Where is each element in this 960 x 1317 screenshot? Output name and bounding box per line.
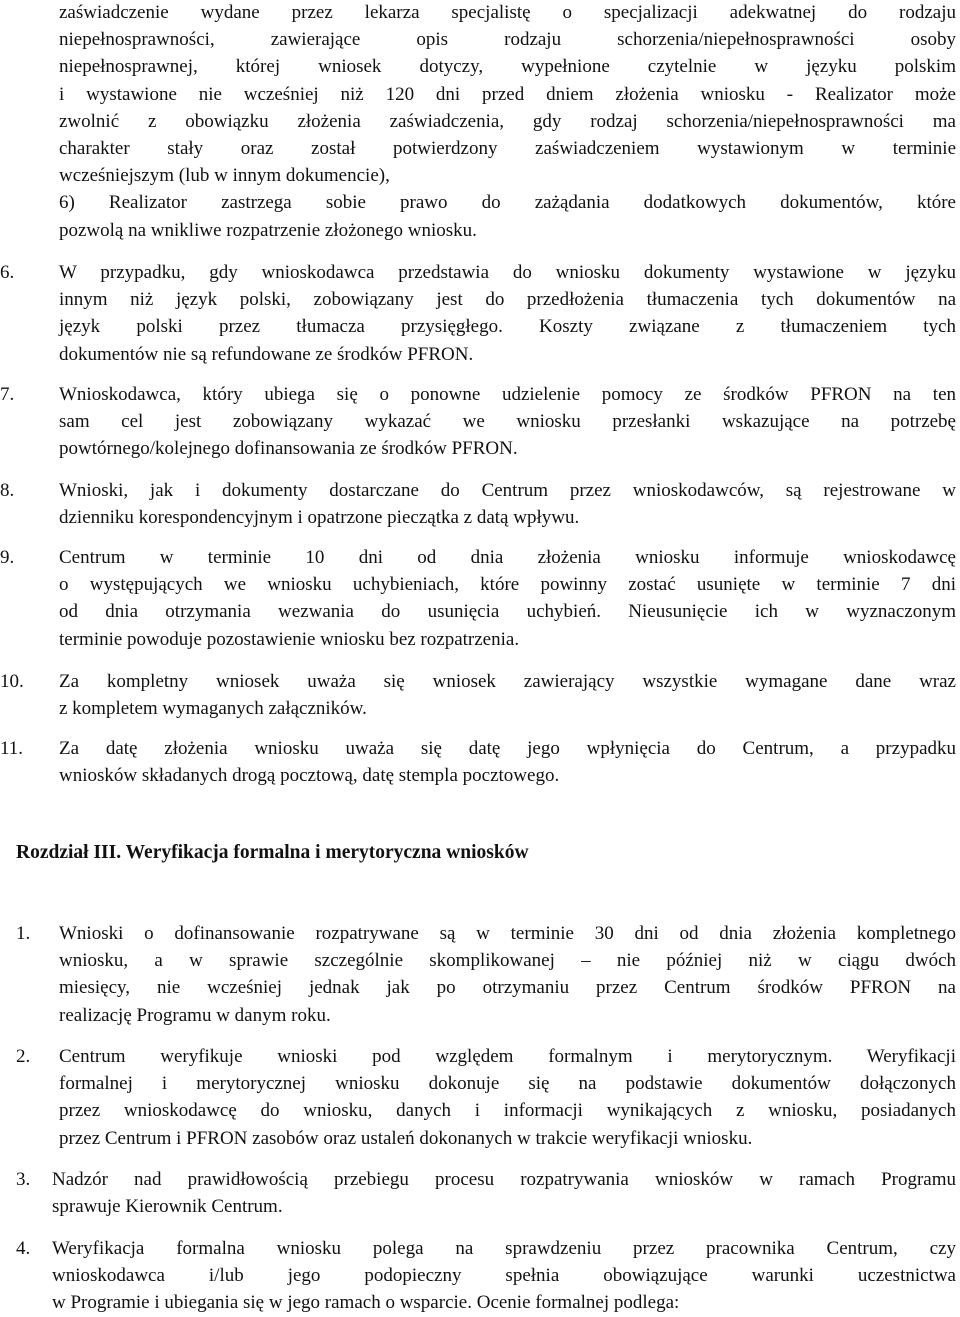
text-line: W przypadku, gdy wnioskodawca przedstawia do wniosku dokumenty wystawione w języku: [59, 262, 956, 283]
item-text: [59, 735, 956, 789]
text-line: powtórnego/kolejnego dofinansowania ze środków PFRON.: [59, 438, 518, 460]
text-line: formalnej i merytorycznej wniosku dokonuje się na podstawie dokumentów dołączonych: [59, 1073, 956, 1095]
text-line: Wnioski o dofinansowanie rozpatrywane są w terminie 30 dni od dnia złożenia kompletnego: [59, 923, 956, 944]
text-line: wniosku, a w sprawie szczególnie skomplikowanej – nie później niż w ciągu dwóch: [59, 950, 956, 972]
text-line: zwolnić z obowiązku złożenia zaświadczenia, gdy rodzaj schorzenia/niepełnosprawności ma: [59, 110, 956, 132]
item-number: 1.: [16, 923, 31, 944]
item-text: [59, 668, 956, 722]
item-text: [59, 1043, 956, 1152]
text-line: Weryfikacja formalna wniosku polega na sprawdzeniu przez pracownika Centrum, czy: [52, 1238, 956, 1259]
text-line: Centrum w terminie 10 dni od dnia złożenia wniosku informuje wnioskodawcę: [59, 547, 956, 568]
continuation-paragraph: [59, 0, 956, 244]
text-line: pozwolą na wnikliwe rozpatrzenie złożonego wniosku.: [59, 219, 477, 241]
text-line: wnioskodawca i/lub jego podopieczny spełnia obowiązujące warunki uczestnictwa: [52, 1265, 956, 1287]
item-number: 2.: [16, 1046, 31, 1067]
item-text: [59, 259, 956, 368]
text-line: zaświadczenie wydane przez lekarza specjalistę o specjalizacji adekwatnej do rodzaju: [59, 2, 956, 23]
text-line: realizację Programu w danym roku.: [59, 1004, 331, 1026]
text-line: Wnioskodawca, który ubiega się o ponowne udzielenie pomocy ze środków PFRON na ten: [59, 384, 956, 405]
text-line: i wystawione nie wcześniej niż 120 dni przed dniem złożenia wniosku - Realizator może: [59, 83, 956, 105]
text-line: z kompletem wymaganych załączników.: [59, 698, 367, 720]
item-number: 4.: [16, 1238, 31, 1259]
text-line: w Programie i ubiegania się w jego ramach o wsparcie. Ocenie formalnej podlega:: [52, 1292, 680, 1314]
text-line: innym niż język polski, zobowiązany jest do przedłożenia tłumaczenia tych dokumentów na: [59, 289, 956, 311]
text-line: sprawuje Kierownik Centrum.: [52, 1196, 283, 1218]
text-line: wniosków składanych drogą pocztową, datę stempla pocztowego.: [59, 765, 560, 787]
item-number: 8.: [0, 480, 15, 501]
text-line: o występujących we wniosku uchybieniach, które powinny zostać usunięte w terminie 7 dni: [59, 574, 956, 596]
item-text: [59, 920, 956, 1029]
item-number: 9.: [0, 547, 15, 568]
item-number: 10.: [0, 671, 24, 692]
item-number: 11.: [0, 738, 24, 759]
text-line: Za datę złożenia wniosku uważa się datę jego wpłynięcia do Centrum, a przypadku: [59, 738, 956, 759]
text-line: 6) Realizator zastrzega sobie prawo do zażądania dodatkowych dokumentów, które: [59, 192, 956, 214]
text-line: dzienniku korespondencyjnym i opatrzone pieczątka z datą wpływu.: [59, 507, 580, 529]
text-line: od dnia otrzymania wezwania do usunięcia uchybień. Nieusunięcie ich w wyznaczonym: [59, 601, 956, 623]
text-line: charakter stały oraz został potwierdzony zaświadczeniem wystawionym w terminie: [59, 138, 956, 160]
text-line: przez Centrum i PFRON zasobów oraz ustaleń dokonanych w trakcie weryfikacji wniosku.: [59, 1127, 753, 1149]
text-line: wcześniejszym (lub w innym dokumencie),: [59, 165, 390, 187]
item-number: 6.: [0, 262, 15, 283]
text-line: przez wnioskodawcę do wniosku, danych i informacji wynikających z wniosku, posiadanych: [59, 1100, 956, 1122]
text-line: sam cel jest zobowiązany wykazać we wniosku przesłanki wskazujące na potrzebę: [59, 411, 956, 433]
text-line: niepełnosprawności, zawierające opis rodzaju schorzenia/niepełnosprawności osoby: [59, 29, 956, 51]
text-line: język polski przez tłumacza przysięgłego. Koszty związane z tłumaczeniem tych: [59, 316, 956, 338]
item-text: [52, 1166, 956, 1220]
item-text: [59, 381, 956, 463]
text-line: terminie powoduje pozostawienie wniosku bez rozpatrzenia.: [59, 628, 520, 650]
item-text: [59, 477, 956, 531]
text-line: dokumentów nie są refundowane ze środków PFRON.: [59, 343, 474, 365]
text-line: Nadzór nad prawidłowością przebiegu procesu rozpatrywania wniosków w ramach Programu: [52, 1169, 956, 1190]
item-text: [59, 544, 956, 653]
item-number: 3.: [16, 1169, 31, 1190]
text-line: Centrum weryfikuje wnioski pod względem formalnym i merytorycznym. Weryfikacji: [59, 1046, 956, 1067]
text-line: Wnioski, jak i dokumenty dostarczane do Centrum przez wnioskodawców, są rejestrowane w: [59, 480, 956, 501]
text-line: niepełnosprawnej, której wniosek dotyczy, wypełnione czytelnie w języku polskim: [59, 56, 956, 78]
item-number: 7.: [0, 384, 15, 405]
text-line: Za kompletny wniosek uważa się wniosek zawierający wszystkie wymagane dane wraz: [59, 671, 956, 692]
text-line: miesięcy, nie wcześniej jednak jak po otrzymaniu przez Centrum środków PFRON na: [59, 977, 956, 999]
item-text: [52, 1235, 956, 1317]
chapter-heading: Rozdział III. Weryfikacja formalna i merytoryczna wniosków: [16, 842, 529, 863]
